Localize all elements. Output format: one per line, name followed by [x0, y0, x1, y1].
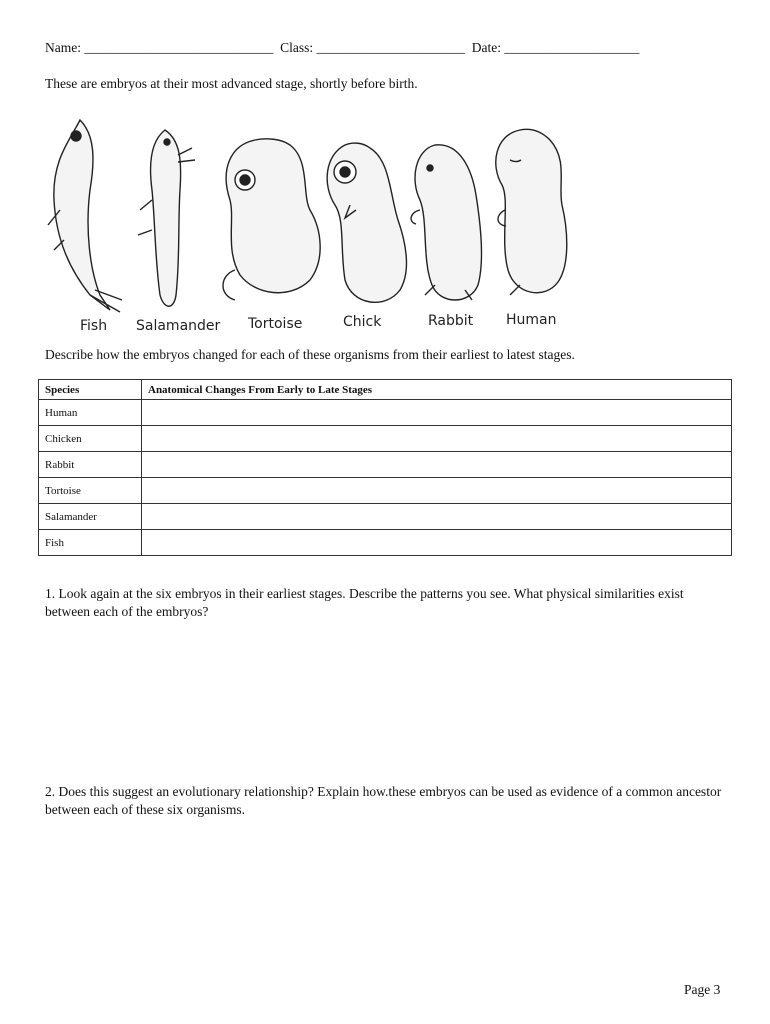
- salamander-label: Salamander: [136, 318, 221, 334]
- name-class-date-header: Name: ____________________________ Class: ______________________ Date: ____________________: [45, 40, 640, 55]
- rabbit-embryo-drawing: [411, 145, 481, 300]
- table-row: [39, 452, 732, 478]
- salamander-embryo-drawing: [138, 130, 195, 306]
- species-cell: Salamander: [39, 504, 142, 530]
- species-cell: Fish: [39, 530, 142, 556]
- describe-prompt: Describe how the embryos changed for each of these organisms from their earliest to latest stages.: [45, 347, 575, 362]
- changes-cell[interactable]: [142, 530, 732, 556]
- species-cell: Chicken: [39, 426, 142, 452]
- fish-label: Fish: [80, 318, 108, 334]
- chick-embryo-drawing: [327, 143, 406, 302]
- table-header-row: [39, 380, 732, 400]
- table-row: [39, 400, 732, 426]
- table-row: [39, 426, 732, 452]
- tortoise-label: Tortoise: [248, 316, 303, 332]
- table-row: [39, 530, 732, 556]
- intro-text: These are embryos at their most advanced stage, shortly before birth.: [45, 76, 418, 91]
- species-cell: Human: [39, 400, 142, 426]
- species-header: Species: [39, 380, 142, 400]
- human-embryo-drawing: [496, 129, 567, 295]
- page-number: Page 3: [684, 982, 721, 997]
- table-row: [39, 504, 732, 530]
- embryo-illustration: [40, 100, 580, 340]
- changes-cell[interactable]: [142, 400, 732, 426]
- changes-cell[interactable]: [142, 426, 732, 452]
- human-label: Human: [506, 312, 557, 328]
- rabbit-label: Rabbit: [428, 313, 474, 329]
- question-2: 2. Does this suggest an evolutionary relationship? Explain how.these embryos can be used as evidence of a common ancestor between each of these six organisms.: [45, 784, 722, 817]
- table-row: [39, 478, 732, 504]
- fish-embryo-drawing: [48, 120, 122, 312]
- tortoise-embryo-drawing: [223, 139, 320, 300]
- species-changes-table: [38, 379, 732, 556]
- changes-cell[interactable]: [142, 478, 732, 504]
- species-cell: Rabbit: [39, 452, 142, 478]
- question-1: 1. Look again at the six embryos in their earliest stages. Describe the patterns you see. What physical similarities exist between each of the embryos?: [45, 586, 684, 619]
- changes-header: Anatomical Changes From Early to Late Stages: [142, 380, 732, 400]
- chick-label: Chick: [343, 314, 382, 330]
- changes-cell[interactable]: [142, 452, 732, 478]
- species-cell: Tortoise: [39, 478, 142, 504]
- changes-cell[interactable]: [142, 504, 732, 530]
- embryo-drawings: [40, 100, 580, 340]
